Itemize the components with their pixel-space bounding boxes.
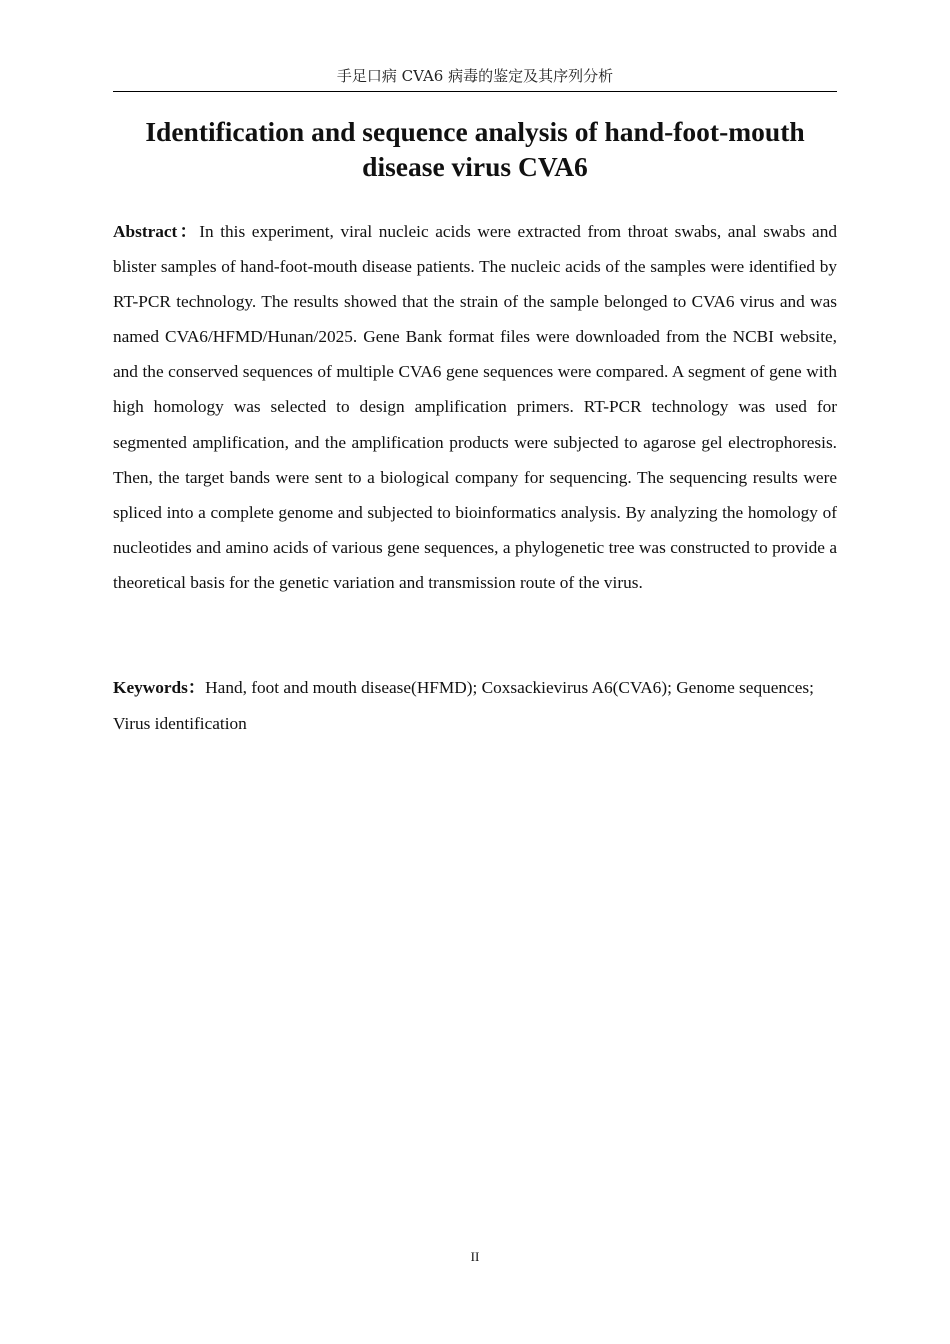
abstract-paragraph [113,214,837,600]
keywords-paragraph [113,670,837,741]
paper-title: Identification and sequence analysis of hand-foot-mouth disease virus CVA6 [145,116,805,182]
running-header: 手足口病 CVA6 病毒的鉴定及其序列分析 [336,67,614,85]
abstract-label: Abstract： [113,222,200,241]
header-rule [113,91,837,92]
keywords-text: Hand, foot and mouth disease(HFMD); Coxsackievirus A6(CVA6); Genome sequences; Virus identification [113,678,814,733]
abstract-text: In this experiment, viral nucleic acids were extracted from throat swabs, anal swabs and blister samples of hand-foot-mouth disease patients. The nucleic acids of the samples were identified by RT-PCR technology. The results showed that the strain of the sample belonged to CVA6 virus and was named CVA6/HFMD/Hunan/2025. Gene Bank format files were downloaded from the NCBI website, and the conserved sequences of multiple CVA6 gene sequences were compared. A segment of gene with high homology was selected to design amplification primers. RT-PCR technology was used for segmented amplification, and the amplification products were subjected to agarose gel electrophoresis. Then, the target bands were sent to a biological company for sequencing. The sequencing results were spliced into a complete genome and subjected to bioinformatics analysis. By analyzing the homology of nucleotides and amino acids of various gene sequences, a phylogenetic tree was constructed to provide a theoretical basis for the genetic variation and transmission route of the virus. [113,222,838,592]
page-number: II [470,1249,480,1264]
keywords-label: Keywords： [113,678,206,697]
